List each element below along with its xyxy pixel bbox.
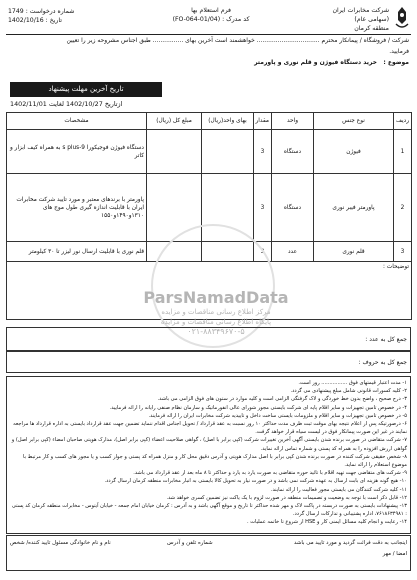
term-item: ۵- در خصوص تامین تجهیزات و سایر اقلام و ملزومات بایستی ساخت داخل و تاییدیه شرکت مخابرات ایران را ارائه فرمایند.	[148, 412, 407, 419]
term-item: ۲- کلیه کسورات قانونی شامل مبلغ پیشنهادی می گردد.	[290, 388, 407, 395]
col-type: نوع جنس	[314, 113, 394, 130]
item-unit: عدد	[272, 242, 314, 262]
term-item: ۱۰- هیچ گونه هزینه ای بابت ارسال به عهده شرکت نمی باشد و در صورت نیاز به تحویل کالا بایستی به انبار مخابرات منطقه کرمان ارسال گردد.	[104, 478, 407, 485]
table-row	[7, 130, 412, 174]
company-logo-icon	[393, 6, 411, 30]
item-specs: قلم نوری با قابلیت ارسال نور لیزر تا ۳۰ کیلومتر	[7, 242, 147, 262]
total-field[interactable]	[147, 130, 202, 174]
term-item: ۶- درصورتیکه پس از اعلام نتیجه بهای موقت ثبت ظرف مدت حداکثر ۱۰ روز نسبت به عقد قرارداد / تحویل اجناس اقدام ننماید تضمین جهت عقد قرارداد بایستی به اداره قرارداد ها مراجعه نمایند در غیر این صورت پیمانکار فوق در لیست سیاه قرار خواهد گرفت.	[13, 421, 407, 436]
watermark-line1: مرکز اطلاع رسانی مناقصات و مزایده	[161, 308, 271, 316]
watermark-phone: ۰۲۱-۸۸۳۴۹۶۷۰-۵	[187, 327, 245, 336]
row-number: 1	[394, 130, 412, 174]
request-number: شماره درخواست : 1749	[8, 8, 75, 15]
term-item: ۱۲- قابل ذکر است با توجه به وضعیت و تصمیمات منطقه در صورت لزوم با یک یاکت نیز تضمین کسری خواهد شد.	[166, 494, 407, 501]
watermark-brand: ParsNamadData	[143, 288, 289, 307]
approver-name-label: نام و نام خانوادگی مسئول تایید کننده/ شخص	[10, 540, 111, 546]
company-name: شرکت مخابرات ایران	[332, 7, 389, 14]
company-region: منطقه کرمان	[354, 25, 389, 32]
total-words-box[interactable]	[6, 351, 411, 373]
signature-box[interactable]	[6, 535, 411, 571]
term-item: ۸- شخص حقیقی شرکت کننده در صورت برنده شدن کپی برابر با اصل مدارک هویتی و آدرس دقیق محل کار و منزل همراه کد پستی و جواز کسب و یا مجوز های کسب و کار مرتبط با موضوع استعلام را ارائه نماید.	[23, 453, 407, 469]
term-item: ۱۴- رعایت و انجام کلیه مسائل ایمنی کار و HSE از شروع تا خاتمه عملیات .	[247, 519, 407, 526]
col-unit-price: بهای واحد(ریال)	[202, 113, 254, 130]
item-specs: پاورمتر با برندهای معتبر و مورد تایید شرکت مخابرات ایران با قابلیت اندازه گیری طول موج های ۱۳۱۰و۱۴۹۰و۱۵۵۰	[7, 174, 147, 242]
row-number: 3	[394, 242, 412, 262]
term-item: ۴- در خصوص تامین تجهیزات و سایر اقلام پایه ای شرکت بایستی مجوز شورای عالی انفورماتیک و سازمان نظام صنفی رایانه را ارائه فرمایید.	[109, 404, 407, 411]
deadline-banner: تاریخ آخرین مهلت پیشنهاد	[10, 82, 162, 97]
col-total: مبلغ کل (ریال)	[147, 113, 202, 130]
item-type: قلم نوری	[314, 242, 394, 262]
signature-label: امضا / مهر	[382, 551, 407, 557]
subject-label: موضوع :	[383, 59, 409, 66]
col-unit: واحد	[272, 113, 314, 130]
terms-list	[6, 376, 411, 534]
company-type: (سهامی عام)	[354, 16, 389, 23]
addressee-line-end: فرمایید.	[389, 48, 409, 55]
inquiry-form-page	[6, 4, 411, 572]
col-specs: مشخصات	[7, 113, 147, 130]
form-code: کد مدرک : (FO-064-01/04)	[172, 16, 250, 23]
item-unit: دستگاه	[272, 174, 314, 242]
item-unit: دستگاه	[272, 130, 314, 174]
table-header-row	[7, 113, 412, 130]
form-title: فرم استعلام بها	[191, 7, 231, 14]
request-date: تاریخ : 1402/10/16	[8, 17, 63, 24]
total-numeric-box[interactable]	[6, 327, 411, 351]
term-item: ۷- شرکت متقاضی در صورت برنده شدن بایستی آگهی آخرین تغییرات شرکت (کپی برابر با اصل) ، گواهی صلاحیت اعضاء (کپی برابر اصل)، مدارک هویتی صاحبان امضاء (کپی برابر اصل) و گواهی ارزش افزوده را به همراه کد پستی و شماره تماس ارائه نماید.	[11, 437, 407, 452]
company-block	[279, 6, 389, 33]
item-type: فیوژن	[314, 130, 394, 174]
total-words-label: جمع کل به حروف :	[358, 359, 407, 366]
form-title-block	[156, 6, 266, 24]
notes-label: توضیحات :	[382, 264, 409, 270]
header-divider	[6, 34, 411, 35]
term-item: ۳- درج صحیح ، واضح بدون خط خوردگی و لاک گرفتگی الزامی است و کلیه موارد در ستون های فوق الزامی می باشد.	[157, 396, 407, 403]
term-item: ۱۳- پیشنهادات بایستی به صورت دربسته در پاکت لاک و مهر شده حداکثر تا تاریخ و موقع آگهی باشد و به آدرس : کرمان خیابان امام جمعه - خیابان آیتوس - مخابرات منطقه کرمان کد پستی : ۷۶۱۸۶۳۴۹۸۱، اداره پشتیبانی و تدارکات ارسال گردد.	[11, 503, 407, 518]
item-qty: 3	[254, 130, 272, 174]
contact-label: شماره تلفن و آدرس	[167, 540, 213, 546]
unit-price-field[interactable]	[202, 130, 254, 174]
item-specs: دستگاه فیوژن فوجیکورا 9-s plus به همراه کیف ابزار و کاتر	[7, 130, 147, 174]
row-number: 2	[394, 174, 412, 242]
subject-value: خرید دستگاه فیوژن و قلم نوری و پاورمتر	[254, 59, 377, 66]
term-item: ۹- شرکت های متقاضی جهت تهیه اقلام با تائید حوزه متقاضی به صورت یارد به یارد و حداکثر تا ۸ ماه بعد از عقد قرارداد می باشد.	[133, 470, 407, 477]
addressee-line: شرکت / فروشگاه / پیمانکار محترم ................................. خواهشمند است آخرین بهای ................ طبق اجناس مشروحه زیر را تعیین	[66, 37, 409, 44]
col-row: ردیف	[394, 113, 412, 130]
col-qty: مقدار	[254, 113, 272, 130]
total-numeric-label: جمع کل به عدد :	[365, 336, 407, 343]
read-approved-note: اینجانب به دقت فرائت گردید و مورد تایید می باشد	[294, 540, 407, 546]
request-info-block	[8, 7, 138, 25]
item-qty: 3	[254, 174, 272, 242]
term-item: ۱- مدت اعتبار قیمتهای فوق ................ روز است.	[298, 380, 407, 386]
item-type: پاورمتر فیبر نوری	[314, 174, 394, 242]
watermark-line2: پایگاه اطلاع رسانی مناقصات و مزایده	[160, 318, 272, 326]
item-qty: 3	[254, 242, 272, 262]
deadline-dates: ازتاریخ 1402/10/27 لغایت 1402/11/01	[10, 100, 123, 108]
term-item: ۱۱- کلیه شرکت کنندگان می بایستی مجوز فعالیت را ارائه نمایند.	[270, 486, 407, 493]
